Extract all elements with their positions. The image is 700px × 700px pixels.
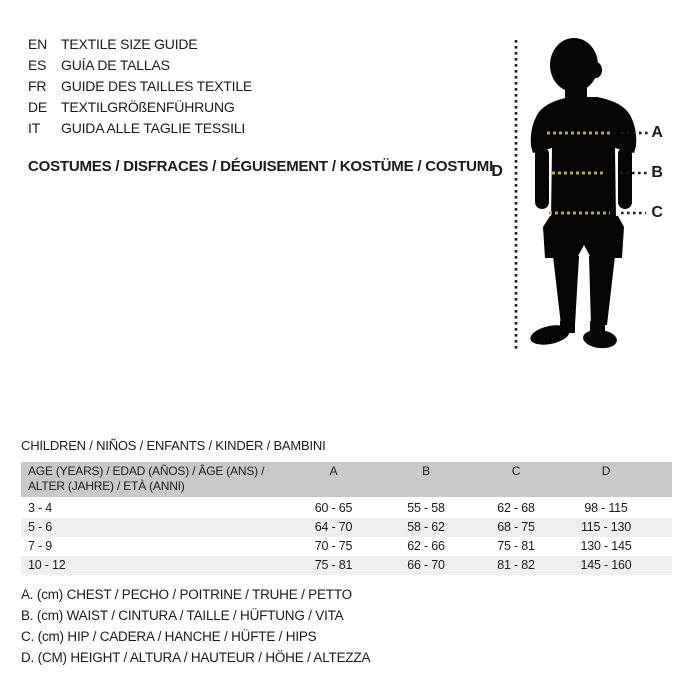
hip-cell: 68 - 75 (497, 520, 535, 534)
hip-cell: 75 - 81 (497, 539, 535, 553)
age-header-cell (21, 464, 286, 494)
age-cell: 7 - 9 (28, 539, 53, 553)
language-row (28, 76, 252, 97)
waist-cell: 55 - 58 (407, 501, 445, 515)
chest-cell: 64 - 70 (314, 520, 353, 534)
language-guide-title: GUIDE DES TAILLES TEXTILE (61, 78, 253, 94)
chest-cell: 70 - 75 (314, 539, 353, 553)
age-cell: 5 - 6 (28, 520, 53, 534)
height-cell: 115 - 130 (580, 520, 632, 534)
language-row (28, 97, 252, 118)
measurement-legend (21, 584, 370, 668)
table-header-row (21, 462, 672, 499)
language-guide-title: TEXTILGRÖßENFÜHRUNG (61, 99, 235, 115)
language-code: DE (28, 99, 48, 115)
age-header-line2: ALTER (JAHRE) / ETÀ (ANNI) (28, 479, 185, 493)
marker-label-a: A (651, 124, 663, 141)
language-guide-title: GUÍA DE TALLAS (61, 57, 170, 73)
waist-cell: 66 - 70 (407, 558, 445, 572)
language-guide-title: TEXTILE SIZE GUIDE (61, 36, 198, 52)
size-table (21, 462, 672, 575)
column-header-b: B (422, 464, 430, 478)
hip-cell: 81 - 82 (497, 558, 535, 572)
language-guide-title: GUIDA ALLE TAGLIE TESSILI (61, 120, 246, 136)
legend-chest: A. (cm) CHEST / PECHO / POITRINE / TRUHE / PETTO (21, 587, 352, 602)
legend-hip: C. (cm) HIP / CADERA / HANCHE / HÜFTE / HIPS (21, 629, 317, 644)
table-row (21, 499, 672, 518)
table-row (21, 537, 672, 556)
height-cell: 145 - 160 (580, 558, 632, 572)
table-row (21, 556, 672, 575)
legend-height: D. (CM) HEIGHT / ALTURA / HAUTEUR / HÖHE / ALTEZZA (21, 650, 371, 665)
age-cell: 10 - 12 (28, 558, 66, 572)
waist-cell: 62 - 66 (407, 539, 445, 553)
chest-cell: 75 - 81 (314, 558, 353, 572)
language-row (28, 34, 252, 55)
column-header-d: D (601, 464, 611, 478)
language-code: ES (28, 57, 47, 73)
column-header-a: A (329, 464, 338, 478)
chest-cell: 60 - 65 (314, 501, 353, 515)
waist-cell: 58 - 62 (407, 520, 445, 534)
language-code: FR (28, 78, 47, 94)
table-row (21, 518, 672, 537)
child-silhouette (529, 38, 637, 350)
marker-label-d: D (491, 163, 503, 180)
measurement-figure (486, 25, 700, 360)
column-header-c: C (511, 464, 521, 478)
hip-cell: 62 - 68 (497, 501, 535, 515)
marker-label-c: C (651, 204, 663, 221)
language-code: EN (28, 36, 48, 52)
category-title: COSTUMES / DISFRACES / DÉGUISEMENT / KOSTÜME / COSTUMI (28, 158, 494, 175)
language-list (28, 34, 252, 139)
age-cell: 3 - 4 (28, 501, 53, 515)
legend-waist: B. (cm) WAIST / CINTURA / TAILLE / HÜFTUNG / VITA (21, 608, 344, 623)
marker-label-b: B (651, 164, 663, 181)
table-section-title: CHILDREN / NIÑOS / ENFANTS / KINDER / BAMBINI (21, 438, 326, 453)
language-row (28, 118, 252, 139)
child-silhouette-graphic (486, 25, 700, 360)
height-cell: 130 - 145 (580, 539, 632, 553)
height-cell: 98 - 115 (584, 501, 628, 515)
language-code: IT (28, 120, 41, 136)
age-header-line1: AGE (YEARS) / EDAD (AÑOS) / ÂGE (ANS) / (28, 464, 265, 478)
language-row (28, 55, 252, 76)
